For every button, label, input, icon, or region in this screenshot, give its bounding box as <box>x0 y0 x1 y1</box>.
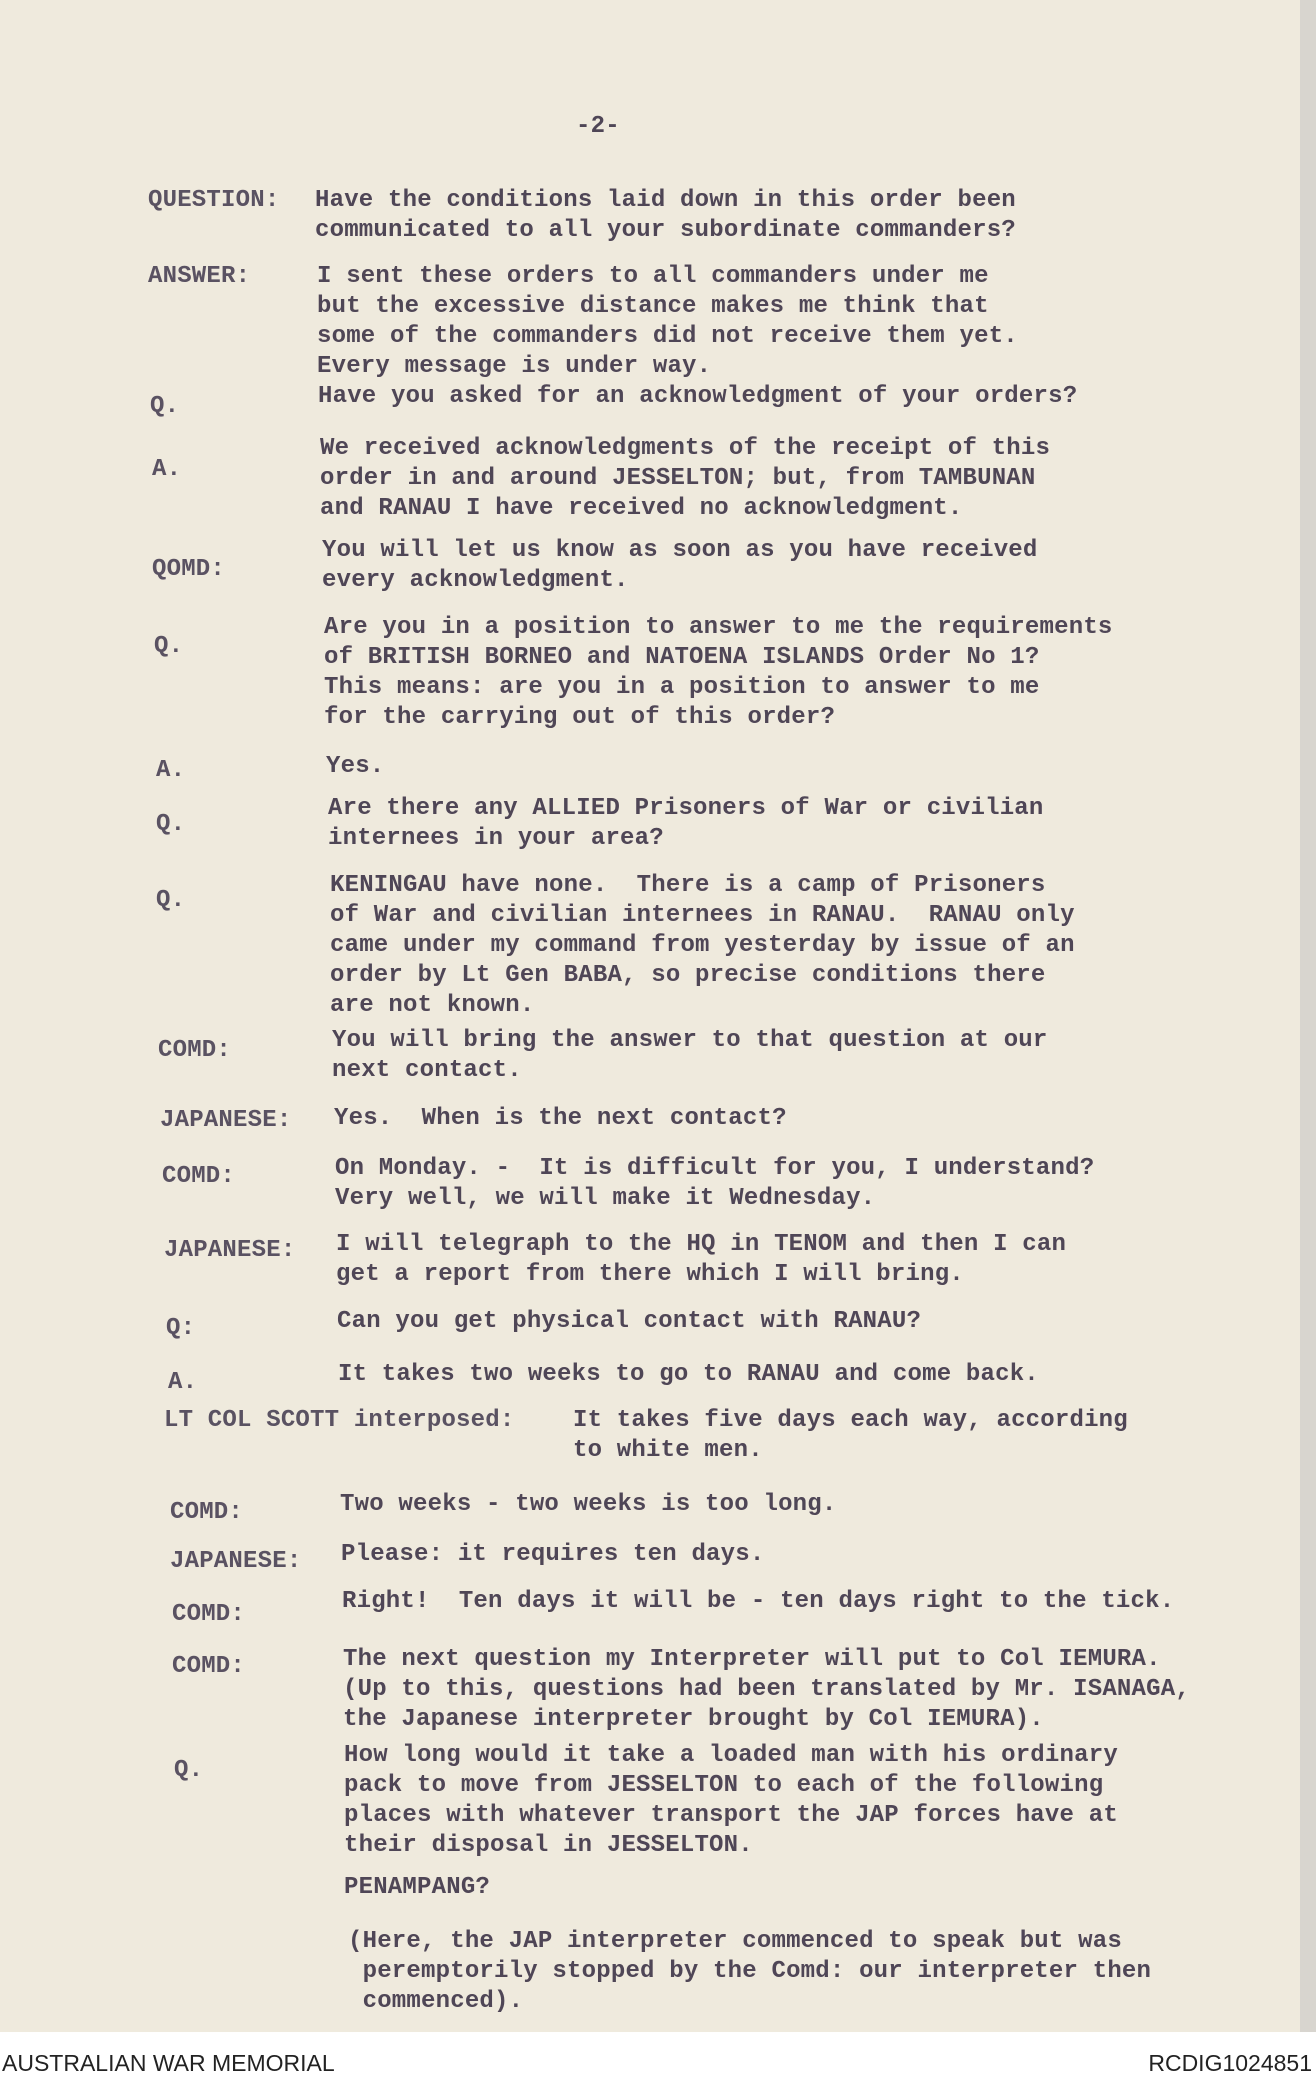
entry-text: (Here, the JAP interpreter commenced to speak but was peremptorily stopped by the Comd: our interpreter then commenced). <box>348 1928 1152 2015</box>
speaker-label: Q. <box>154 633 184 660</box>
entry-text: Have you asked for an acknowledgment of your orders? <box>318 383 1078 410</box>
speaker-label: QUESTION: <box>148 187 280 214</box>
speaker-label: QOMD: <box>152 556 226 583</box>
entry-text: Yes. When is the next contact? <box>334 1105 787 1132</box>
speaker-label: COMD: <box>158 1037 232 1064</box>
speaker-label: JAPANESE: <box>160 1107 292 1134</box>
footer-archive-name: AUSTRALIAN WAR MEMORIAL <box>2 2050 335 2076</box>
speaker-label: COMD: <box>162 1163 236 1190</box>
entry-text: We received acknowledgments of the receipt of this order in and around JESSELTON; but, from TAMBUNAN and RANAU I have received no acknowledgment. <box>320 435 1051 522</box>
entry-text: Have the conditions laid down in this order been communicated to all your subordinate commanders? <box>315 187 1016 244</box>
entry-text: Two weeks - two weeks is too long. <box>340 1491 837 1518</box>
entry-text: You will let us know as soon as you have received every acknowledgment. <box>322 537 1038 594</box>
entry-text: It takes two weeks to go to RANAU and come back. <box>338 1361 1039 1388</box>
page-number: -2- <box>576 113 620 140</box>
entry-text: The next question my Interpreter will put to Col IEMURA. (Up to this, questions had been translated by Mr. ISANAGA, the Japanese interpreter brought by Col IEMURA). <box>343 1646 1190 1733</box>
entry-text: Can you get physical contact with RANAU? <box>337 1308 922 1335</box>
speaker-label: JAPANESE: <box>170 1548 302 1575</box>
speaker-label: Q. <box>150 393 180 420</box>
entry-text: PENAMPANG? <box>344 1874 491 1901</box>
entry-text: Are there any ALLIED Prisoners of War or civilian internees in your area? <box>328 795 1044 852</box>
speaker-label: COMD: <box>172 1653 246 1680</box>
speaker-label: COMD: <box>172 1601 246 1628</box>
speaker-label: A. <box>168 1369 198 1396</box>
speaker-label: Q: <box>166 1315 196 1342</box>
speaker-label: LT COL SCOTT interposed: <box>164 1407 515 1434</box>
speaker-label: ANSWER: <box>148 263 251 290</box>
speaker-label: Q. <box>156 811 186 838</box>
page-edge <box>1300 0 1316 2032</box>
speaker-label: Q. <box>174 1757 204 1784</box>
entry-text: I will telegraph to the HQ in TENOM and then I can get a report from there which I will bring. <box>336 1231 1067 1288</box>
entry-text: It takes five days each way, according to white men. <box>573 1407 1128 1464</box>
entry-text: Right! Ten days it will be - ten days right to the tick. <box>342 1588 1175 1615</box>
entry-text: Yes. <box>326 753 385 780</box>
speaker-label: JAPANESE: <box>164 1237 296 1264</box>
speaker-label: A. <box>152 456 182 483</box>
entry-text: KENINGAU have none. There is a camp of Prisoners of War and civilian internees in RANAU. RANAU only came under my command from yesterday by issue of an order by Lt Gen BABA, so precise conditions there are not known. <box>330 872 1075 1019</box>
entry-text: Please: it requires ten days. <box>341 1541 765 1568</box>
footer-document-id: RCDIG1024851 <box>1148 2050 1312 2076</box>
speaker-label: COMD: <box>170 1499 244 1526</box>
speaker-label: A. <box>156 757 186 784</box>
speaker-label: Q. <box>156 887 186 914</box>
entry-text: On Monday. - It is difficult for you, I understand? Very well, we will make it Wednesday. <box>335 1155 1095 1212</box>
entry-text: How long would it take a loaded man with his ordinary pack to move from JESSELTON to each of the following places with whatever transport the JAP forces have at their disposal in JESSELTON. <box>344 1742 1118 1859</box>
entry-text: Are you in a position to answer to me the requirements of BRITISH BORNEO and NATOENA ISLANDS Order No 1? This means: are you in a position to answer to me for the carrying out of this order? <box>324 614 1113 731</box>
entry-text: You will bring the answer to that question at our next contact. <box>332 1027 1048 1084</box>
entry-text: I sent these orders to all commanders under me but the excessive distance makes me think that some of the commanders did not receive them yet. Every message is under way. <box>317 263 1018 380</box>
